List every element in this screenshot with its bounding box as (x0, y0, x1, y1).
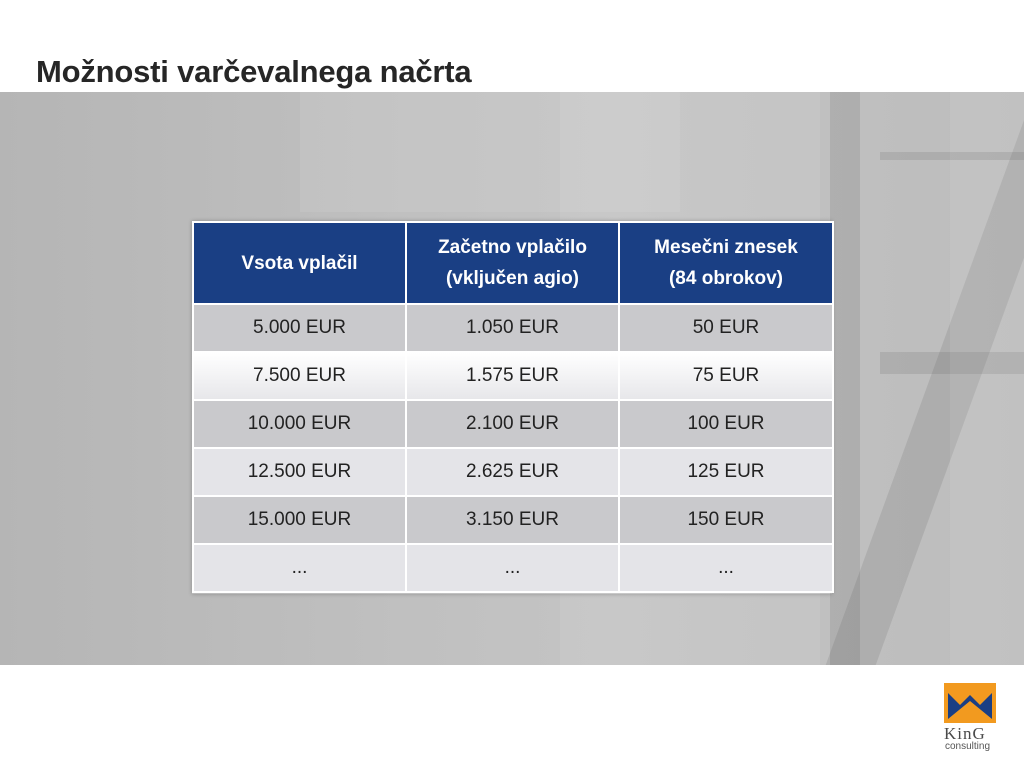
header-line: (84 obrokov) (668, 268, 784, 289)
cell-monthly: 125 EUR (619, 448, 833, 496)
header-total-payments (193, 222, 406, 304)
table-row (193, 544, 833, 592)
cell-total: 5.000 EUR (193, 304, 406, 352)
cell-initial: 1.050 EUR (406, 304, 619, 352)
cell-initial: 2.100 EUR (406, 400, 619, 448)
cell-total: 15.000 EUR (193, 496, 406, 544)
cell-total: 12.500 EUR (193, 448, 406, 496)
crown-logo-icon (944, 683, 996, 723)
header-line: Mesečni znesek (654, 237, 798, 258)
cell-monthly: 150 EUR (619, 496, 833, 544)
cell-initial: 3.150 EUR (406, 496, 619, 544)
king-consulting-logo (944, 683, 996, 753)
table-row (193, 304, 833, 352)
slide-title: Možnosti varčevalnega načrta (36, 54, 472, 89)
header-monthly-amount (619, 222, 833, 304)
table-row (193, 352, 833, 400)
cell-initial: 1.575 EUR (406, 352, 619, 400)
table-header-row (193, 222, 833, 304)
table-row (193, 448, 833, 496)
cell-monthly: 100 EUR (619, 400, 833, 448)
savings-table (192, 221, 832, 594)
cell-total: 7.500 EUR (193, 352, 406, 400)
cell-initial: ... (406, 544, 619, 592)
cell-monthly: 75 EUR (619, 352, 833, 400)
logo-tagline: consulting (945, 741, 991, 752)
header-initial-payment (406, 222, 619, 304)
cell-total: 10.000 EUR (193, 400, 406, 448)
cell-monthly: 50 EUR (619, 304, 833, 352)
logo-name: KinG (944, 724, 986, 743)
table-row (193, 400, 833, 448)
cell-total: ... (193, 544, 406, 592)
header-line: (vključen agio) (445, 268, 580, 289)
cell-monthly: ... (619, 544, 833, 592)
table-row (193, 496, 833, 544)
header-line: Začetno vplačilo (438, 237, 587, 258)
cell-initial: 2.625 EUR (406, 448, 619, 496)
header-line: Vsota vplačil (241, 252, 358, 274)
